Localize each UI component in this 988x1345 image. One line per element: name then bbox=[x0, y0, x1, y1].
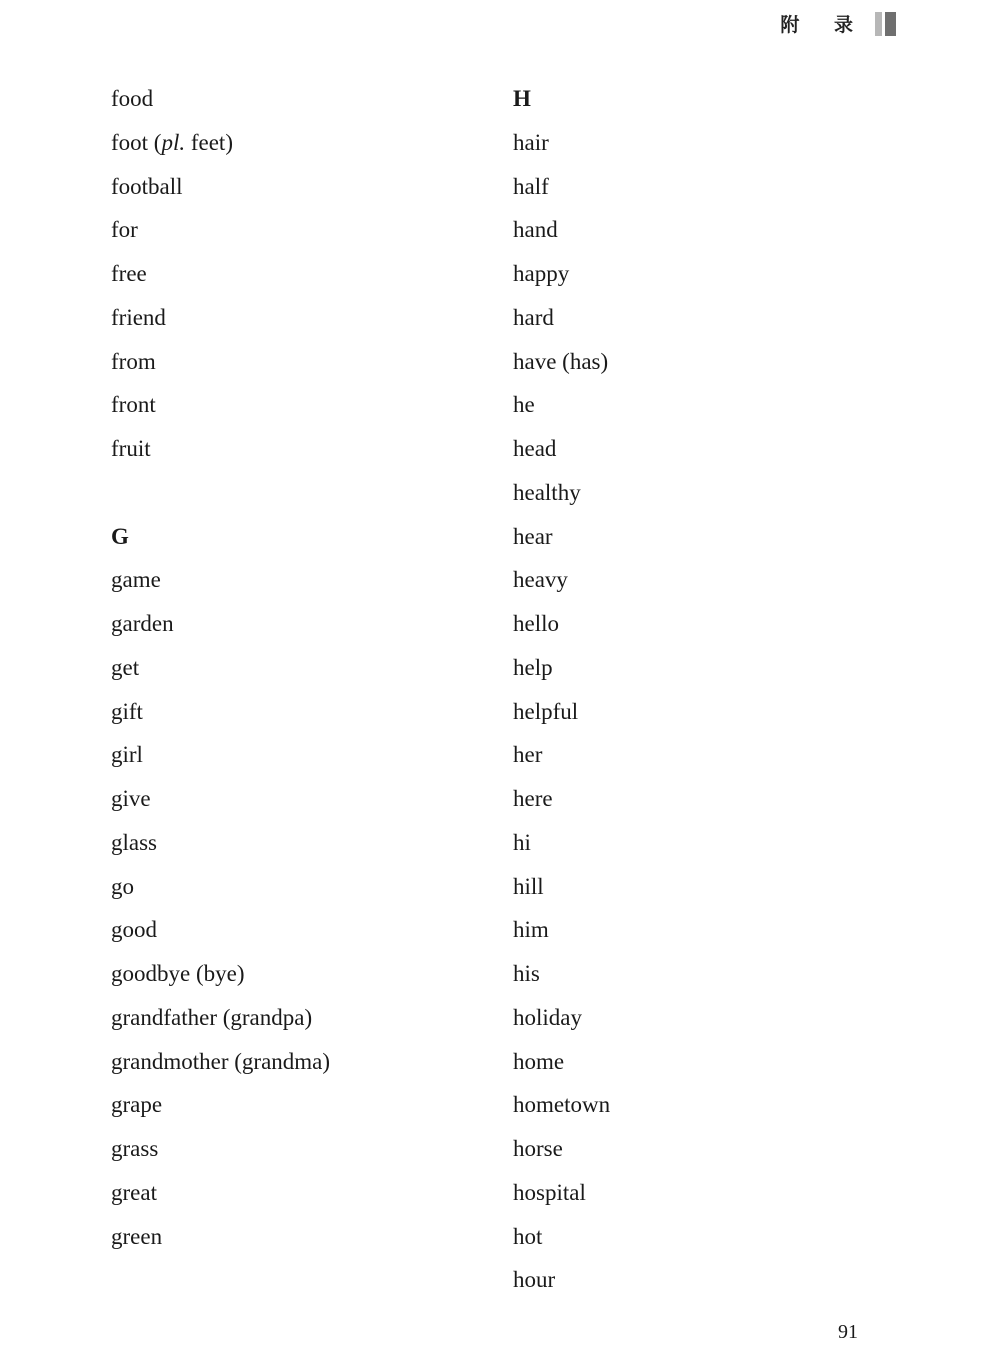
word-entry: grass bbox=[111, 1136, 159, 1161]
word-entry: hot bbox=[513, 1223, 543, 1249]
word-entry-part: feet) bbox=[185, 129, 233, 155]
word-entry: hour bbox=[513, 1267, 556, 1293]
word-entry-part: foot ( bbox=[111, 129, 162, 155]
word-entry: his bbox=[513, 961, 540, 986]
word-entry: hi bbox=[513, 829, 531, 855]
word-entry: helpful bbox=[513, 698, 579, 724]
word-entry: hometown bbox=[513, 1092, 611, 1118]
word-entry: horse bbox=[513, 1136, 563, 1161]
word-entry-italic: pl. bbox=[161, 129, 186, 155]
blank-line bbox=[111, 471, 330, 515]
word-entry: for bbox=[111, 217, 138, 243]
word-entry: goodbye (bye) bbox=[111, 961, 245, 986]
word-entry: gift bbox=[111, 698, 143, 724]
running-header bbox=[780, 10, 896, 37]
word-entry: he bbox=[513, 392, 535, 418]
header-bar-light bbox=[875, 12, 882, 36]
word-entry: go bbox=[111, 873, 134, 899]
word-entry: hair bbox=[513, 129, 549, 155]
word-column-left bbox=[111, 77, 330, 1258]
word-entry: half bbox=[513, 173, 549, 199]
word-entry: happy bbox=[513, 261, 570, 286]
word-entry bbox=[111, 121, 330, 165]
word-entry: hello bbox=[513, 611, 559, 636]
word-entry: grandfather (grandpa) bbox=[111, 1004, 313, 1030]
word-entry: head bbox=[513, 436, 557, 461]
word-entry: healthy bbox=[513, 479, 581, 505]
word-entry: front bbox=[111, 392, 156, 418]
word-entry: game bbox=[111, 567, 161, 593]
word-entry: friend bbox=[111, 304, 166, 330]
word-entry: grandmother (grandma) bbox=[111, 1048, 331, 1074]
page-number: 91 bbox=[838, 1321, 858, 1343]
word-entry: garden bbox=[111, 611, 174, 636]
word-entry: great bbox=[111, 1179, 157, 1205]
word-entry: have (has) bbox=[513, 348, 609, 374]
word-entry: her bbox=[513, 742, 543, 768]
section-letter-g: G bbox=[111, 523, 129, 549]
word-entry: hospital bbox=[513, 1179, 586, 1205]
section-letter-h: H bbox=[513, 86, 531, 111]
word-entry: from bbox=[111, 348, 156, 374]
word-entry: free bbox=[111, 261, 147, 286]
word-entry: girl bbox=[111, 742, 143, 768]
word-entry: help bbox=[513, 654, 553, 680]
word-entry: green bbox=[111, 1223, 163, 1249]
header-bar-decoration bbox=[875, 12, 896, 36]
word-entry: give bbox=[111, 786, 151, 811]
word-entry: fruit bbox=[111, 436, 151, 461]
word-entry: heavy bbox=[513, 567, 568, 593]
word-entry: football bbox=[111, 173, 183, 199]
word-entry: hill bbox=[513, 873, 544, 899]
word-entry: hand bbox=[513, 217, 558, 243]
header-title: 附 录 bbox=[780, 14, 867, 36]
word-entry: here bbox=[513, 786, 553, 811]
word-entry: food bbox=[111, 86, 154, 111]
word-column-right bbox=[513, 77, 610, 1302]
word-entry: glass bbox=[111, 829, 157, 855]
word-entry: him bbox=[513, 917, 549, 943]
word-entry: get bbox=[111, 654, 140, 680]
word-entry: hard bbox=[513, 304, 554, 330]
word-entry: holiday bbox=[513, 1004, 582, 1030]
word-entry: good bbox=[111, 917, 157, 943]
word-entry: hear bbox=[513, 523, 553, 549]
word-entry: home bbox=[513, 1048, 565, 1074]
word-entry: grape bbox=[111, 1092, 163, 1118]
header-bar-dark bbox=[885, 12, 896, 36]
